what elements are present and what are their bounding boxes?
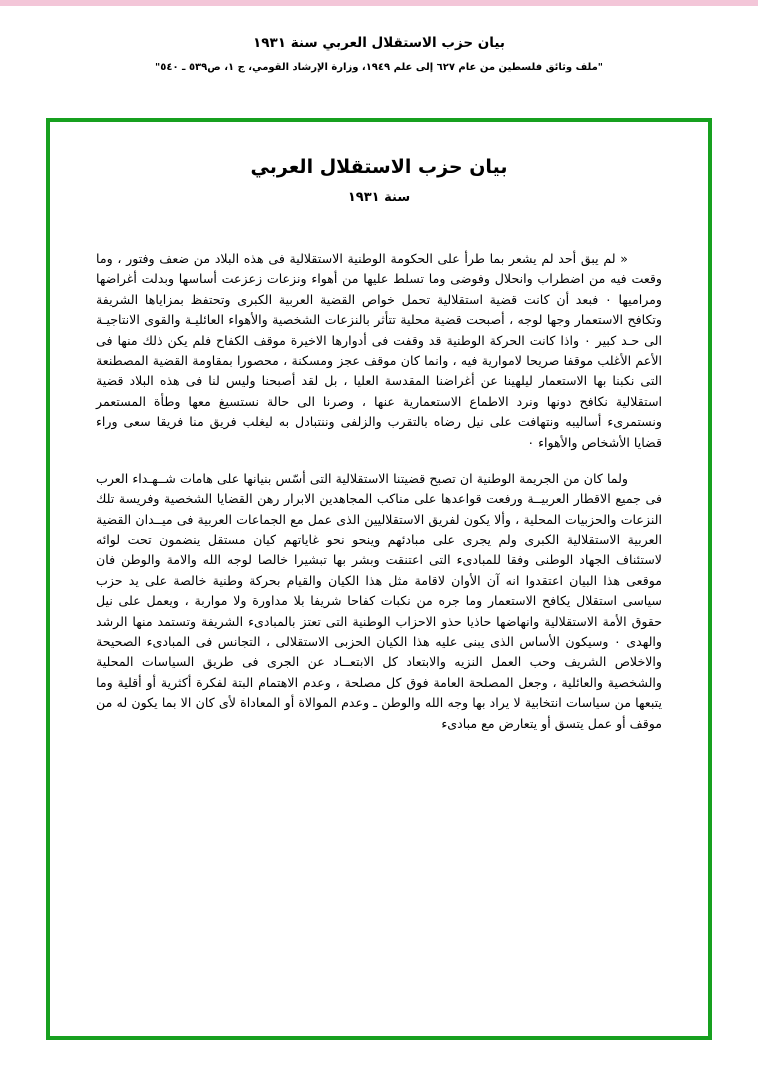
- document-body: [50, 122, 708, 1036]
- document-text: [96, 249, 662, 734]
- paragraph-1: « لم يبق أحد لم يشعر بما طرأ على الحكومة الوطنية الاستقلالية فى هذه البلاد من ضعف وفتور ، وما وقعت فيه من اضطراب وانحلال وفوضى وما تسلط عليها من أهواء ونزعات زعزعت أساسها وبدلت أغراضها ومراميها ٠ فبعد أن كانت قضية استقلالية تحمل خواص القضية العربية الكبرى وتحتفظ بمزاياها الشريفة وتكافح الاستعمار وجها لوجه ، أصبحت قضية محلية تتأثر بالنزعات الشخصية والأهواء العائليـة والقوى الانتاجيـة الى حـد كبير ٠ واذا كانت الحركة الوطنية قد وقفت فى أدوارها الاخيرة موقف الكفاح فلم يكن ذلك منها فى الأعم الأغلب موقفا صريحا لاموارية فيه ، وانما كان موقف عجز ومسكنة ، محصورا بمقاومة القضية المصطنعة التى نكبنا بها الاستعمار ليلهينا عن أغراضنا المقدسة العليا ، بل لقد أصبحنا وليس لنا فى هذه البلاد قضية استقلالية نكافح دونها ونرد الاطماع الاستعمارية عنها ، وصرنا الى حالة نستسيغ معها وطأة المستعمر ونستمرىء أساليبه ونتهافت على نيل رضاه بالتقرب والزلفى وننتبادل به ليغلب فريق منا فريقا سعى وراء قضايا الأشخاص والأهواء ٠: [96, 251, 663, 450]
- document-frame: [46, 118, 712, 1040]
- page-header: [0, 34, 758, 75]
- top-decorative-bar: [0, 0, 758, 6]
- header-title: بيان حزب الاستقلال العربي سنة ١٩٣١: [253, 35, 505, 51]
- document-title: بيان حزب الاستقلال العربي: [250, 156, 508, 178]
- document-subtitle: سنة ١٩٣١: [347, 190, 411, 205]
- paragraph-2: ولما كان من الجريمة الوطنية ان تصبح قضيتنا الاستقلالية التى أسّس بنيانها على هامات شــهـداء العرب فى جميع الاقطار العربيــة ورفعت قواعدها على مناكب المجاهدين الابرار رهن القضايا الشخصية وفريسة تلك النزعات والحزبيات المحلية ، وألا يكون لفريق الاستقلاليين الذى عمل مع الجماعات العربية فى ميــدان القضية العربية الاستقلالية الكبرى ولم يجرى على مبادئهم وينحو نحو غاياتهم كيان مستقل ينضمون تحت لوائه لاستئناف الجهاد الوطنى وفقا للمبادىء التى اعتنقت وبشر بها تبشيرا خالصا لوجه الله والامة والوطن فان موقعى هذا البيان اعتقدوا انه آن الأوان لاقامة مثل هذا الكيان والقيام بحركة وطنية خالصة على يد حزب سياسى استقلال يكافح الاستعمار وما جره من نكبات كفاحا شريفا بلا مداورة ولا مواربة ، ويعمل على نيل حقوق الأمة الاستقلالية وانهاضها حاذيا حذو الاحزاب الوطنية التى تعتز بالمبادىء الشريفة وتستمد منها الرشد والهدى ٠ وسيكون الأساس الذى يبنى عليه هذا الكيان الحزبى الاستقلالى ، التجانس فى المبادىء الصحيحة والاخلاص الشريف وحب العمل النزيه والابتعاد كل الابتعــاد عن الجرى فى طريق السياسات المحلية والشخصية والعائلية ، وجعل المصلحة العامة فوق كل مصلحة ، وعدم الاهتمام البتة لفكرة أكثرية أو أقلية وما يتبعها من سياسات انتخابية لا يراد بها وجه الله والوطن ـ وعدم الموالاة أو المعاداة لأى كان الا بما يكون له من موقف أو عمل يتسق أو يتعارض مع مبادىء: [96, 470, 662, 731]
- header-source-note: "ملف وثائق فلسطين من عام ٦٢٧ إلى علم ١٩٤٩، وزارة الإرشاد القومي، ج ١، ص٥٣٩ ـ ٥٤٠": [155, 61, 603, 73]
